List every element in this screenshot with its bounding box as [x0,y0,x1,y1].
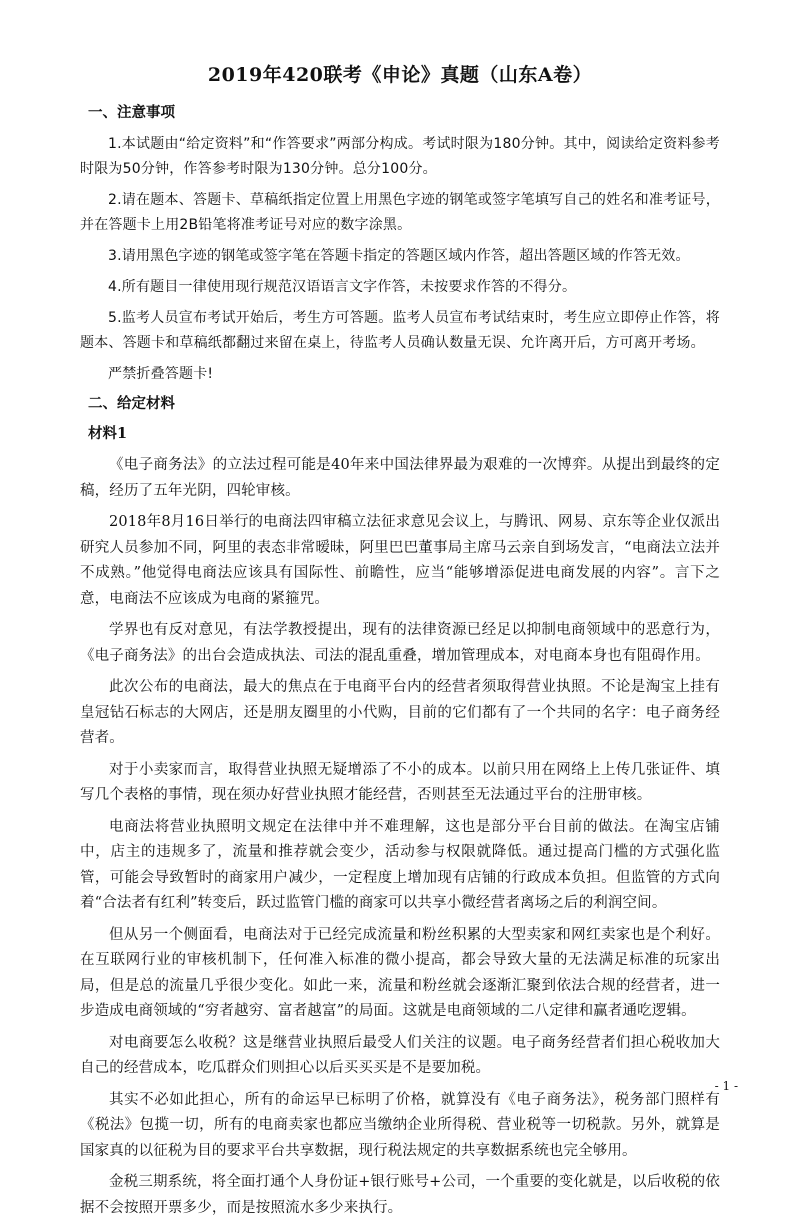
material-paragraph: 电商法将营业执照明文规定在法律中并不难理解，这也是部分平台目前的做法。在淘宝店铺中，店主的违规多了，流量和推荐就会变少，活动参与权限就降低。通过提高门槛的方式强化监管，可能会导致暂时的商家用户减少，一定程度上增加现有店铺的行政成本负担。但监管的方式向着“合法者有红利”转变后，跃过监管门槛的商家可以共享小微经营者离场之后的利润空间。 [80,818,720,911]
notice-item-3: 3.请用黑色字迹的钢笔或签字笔在答题卡指定的答题区域内作答，超出答题区域的作答无效。 [108,248,690,264]
material-heading: 材料1 [88,425,128,442]
material-paragraph: 《电子商务法》的立法过程可能是40年来中国法律界最为艰难的一次博弈。从提出到最终的定稿，经历了五年光阴，四轮审核。 [80,457,720,499]
section-heading-notices: 一、注意事项 [88,104,175,121]
notice-item-2: 2.请在题本、答题卡、草稿纸指定位置上用黑色字迹的钢笔或签字笔填写自己的姓名和准考证号，并在答题卡上用2B铅笔将准考证号对应的数字涂黑。 [80,192,720,233]
material-paragraph: 2018年8月16日举行的电商法四审稿立法征求意见会议上，与腾讯、网易、京东等企业仅派出研究人员参加不同，阿里的表态非常暧昧，阿里巴巴董事局主席马云亲自到场发言，“电商法立法并不成熟。”他觉得电商法应该具有国际性、前瞻性，应当“能够增添促进电商发展的内容”。言下之意，电商法不应该成为电商的紧箍咒。 [80,514,720,607]
section-heading-materials: 二、给定材料 [88,395,175,412]
document-title: 2019年420联考《申论》真题（山东A卷） [207,64,593,86]
notice-warning: 严禁折叠答题卡! [108,366,214,382]
material-paragraph: 学界也有反对意见，有法学教授提出，现有的法律资源已经足以抑制电商领域中的恶意行为，《电子商务法》的出台会造成执法、司法的混乱重叠，增加管理成本，对电商本身也有阻碍作用。 [80,622,720,664]
material-body [80,453,720,1221]
notice-item-5: 5.监考人员宣布考试开始后，考生方可答题。监考人员宣布考试结束时，考生应立即停止作答，将题本、答题卡和草稿纸都翻过来留在桌上，待监考人员确认数量无误、允许离开后，方可离开考场。 [80,310,720,351]
material-paragraph: 此次公布的电商法，最大的焦点在于电商平台内的经营者须取得营业执照。不论是淘宝上挂有皇冠钻石标志的大网店，还是朋友圈里的小代购，目前的它们都有了一个共同的名字：电子商务经营者。 [80,679,720,746]
material-paragraph: 对电商要怎么收税？这是继营业执照后最受人们关注的议题。电子商务经营者们担心税收加大自己的经营成本，吃瓜群众们则担心以后买买买是不是要加税。 [80,1034,720,1076]
material-paragraph: 但从另一个侧面看，电商法对于已经完成流量和粉丝积累的大型卖家和网红卖家也是个利好。在互联网行业的审核机制下，任何准入标准的微小提高，都会导致大量的无法满足标准的玩家出局，但是总的流量几乎很少变化。如此一来，流量和粉丝就会逐渐汇聚到依法合规的经营者，进一步造成电商领域的“穷者越穷、富者越富”的局面。这就是电商领域的二八定律和赢者通吃逻辑。 [80,926,720,1019]
notice-item-4: 4.所有题目一律使用现行规范汉语语言文字作答，未按要求作答的不得分。 [108,279,577,295]
material-paragraph: 金税三期系统，将全面打通个人身份证+银行账号+公司，一个重要的变化就是，以后收税的依据不会按照开票多少，而是按照流水多少来执行。 [80,1174,720,1216]
material-paragraph: 对于小卖家而言，取得营业执照无疑增添了不小的成本。以前只用在网络上上传几张证件、填写几个表格的事情，现在须办好营业执照才能经营，否则甚至无法通过平台的注册审核。 [80,761,720,803]
page-number: - 1 - [714,1079,738,1093]
material-paragraph: 其实不必如此担心，所有的命运早已标明了价格，就算没有《电子商务法》，税务部门照样有《税法》包揽一切，所有的电商卖家也都应当缴纳企业所得税、营业税等一切税款。另外，就算是国家真的以征税为目的要求平台共享数据，现行税法规定的共享数据系统也完全够用。 [80,1091,720,1159]
notice-list [80,132,720,387]
notice-item-1: 1.本试题由“给定资料”和“作答要求”两部分构成。考试时限为180分钟。其中，阅读给定资料参考时限为50分钟，作答参考时限为130分钟。总分100分。 [80,136,720,177]
